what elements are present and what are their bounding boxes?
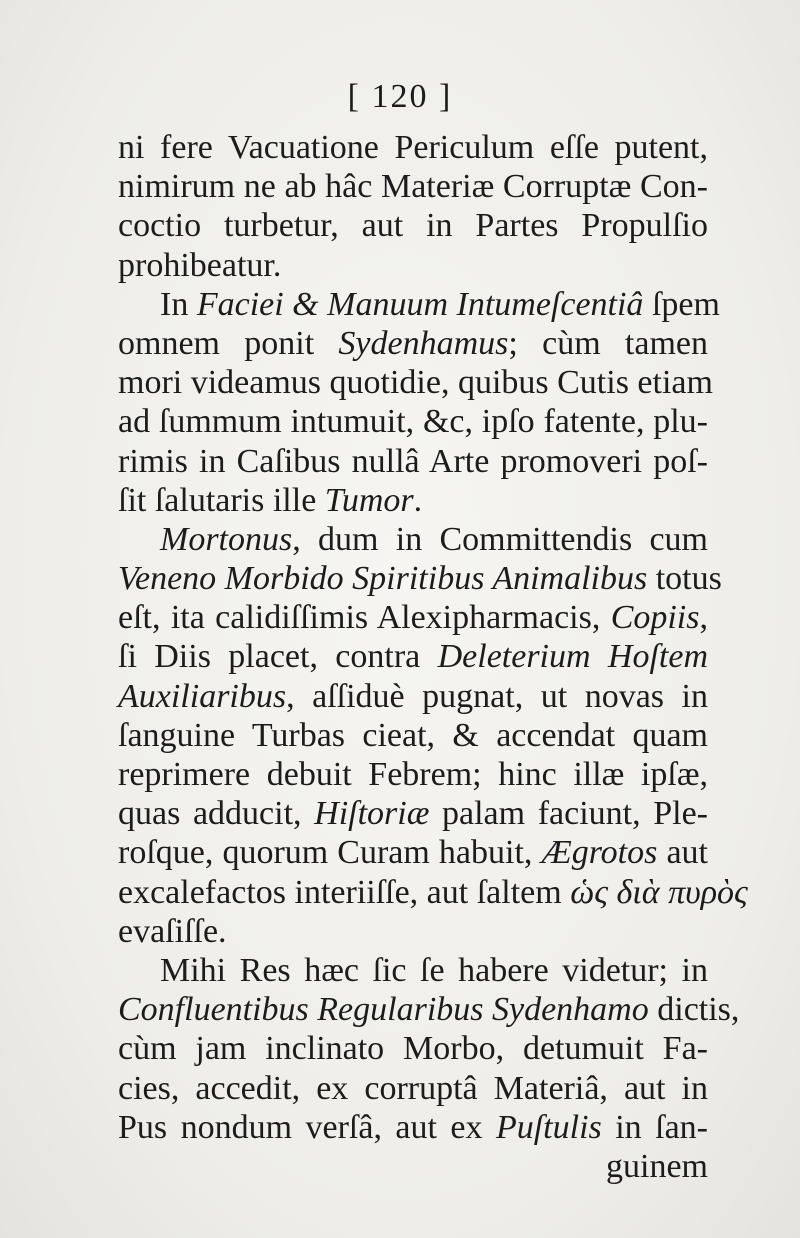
text-segment: nimirum ne ab hâc Materiæ Corruptæ Con- [118, 168, 708, 206]
text-segment: eſt, ita calidiſſimis Alexipharmacis, [118, 599, 611, 637]
text-line [118, 206, 708, 245]
text-line [118, 716, 708, 755]
text-segment: palam faciunt, Ple- [429, 795, 708, 833]
text-line [118, 481, 708, 520]
text-line [118, 755, 708, 794]
text-segment: evaſiſſe. [118, 912, 227, 950]
text-segment: ni fere Vacuatione Periculum eſſe putent, [118, 129, 708, 166]
text-segment: excalefactos interiiſſe, aut ſaltem [118, 873, 571, 911]
italic-segment: Mortonus [160, 520, 293, 558]
text-line [118, 246, 708, 285]
text-segment: ſit ſalutaris ille [118, 481, 325, 519]
text-segment: ſpem [643, 285, 720, 323]
text-segment: guinem [606, 1147, 708, 1185]
text-segment: dictis, [648, 991, 740, 1029]
text-line [118, 285, 720, 324]
text-line [118, 167, 708, 206]
text-segment: Pus nondum verſâ, aut ex [118, 1108, 496, 1146]
text-segment: ſi Diis placet, contra [118, 638, 438, 676]
text-segment: in ſan- [601, 1108, 708, 1146]
page-number: [ 120 ] [347, 78, 453, 115]
text-segment: coctio turbetur, aut in Partes Propulſio [118, 207, 708, 245]
text-segment: ; cùm tamen [508, 324, 708, 362]
text-segment: totus [647, 560, 722, 598]
text-line [118, 912, 708, 951]
text-line [118, 990, 740, 1029]
text-segment: , aſſiduè pugnat, ut novas in [286, 677, 708, 715]
italic-segment: Confluentibus Regularibus Sydenhamo [118, 991, 649, 1029]
italic-segment: Sydenhamus [338, 324, 509, 362]
text-segment: omnem ponit [118, 324, 339, 362]
text-line [118, 794, 708, 833]
italic-segment: Ægrotos [541, 834, 658, 872]
text-line [118, 442, 708, 481]
text-segment: prohibeatur. [118, 246, 282, 284]
text-line [118, 677, 708, 716]
italic-segment: Veneno Morbido Spiritibus Animalibus [118, 560, 648, 598]
text-line [118, 1069, 708, 1108]
italic-segment: ὡς διὰ πυρὸς [570, 873, 748, 911]
text-line [118, 559, 722, 598]
italic-segment: Puſtulis [495, 1108, 602, 1146]
text-line [118, 873, 748, 912]
italic-segment: Hiſtoriæ [314, 795, 430, 833]
text-segment: quas adducit, [118, 795, 315, 833]
text-segment: ad ſummum intumuit, &c, ipſo fatente, plu- [118, 403, 708, 441]
text-line [118, 833, 708, 872]
text-line [118, 1029, 708, 1068]
text-line [118, 402, 708, 441]
text-line [118, 1147, 708, 1186]
text-segment: ſanguine Turbas cieat, & accendat quam [118, 716, 708, 754]
text-segment: reprimere debuit Febrem; hinc illæ ipſæ, [118, 756, 708, 793]
text-line [118, 520, 708, 559]
text-segment: aut [657, 834, 708, 872]
body-text [118, 128, 748, 1186]
text-segment: rimis in Caſibus nullâ Arte promoveri poſ- [118, 442, 708, 480]
text-line [118, 363, 713, 402]
italic-segment: Auxiliaribus [118, 677, 287, 715]
text-line [118, 598, 708, 637]
text-line [118, 951, 708, 990]
italic-segment: Copiis [610, 599, 700, 637]
text-segment: mori videamus quotidie, quibus Cutis etiam [118, 364, 713, 402]
italic-segment: Tumor [324, 481, 414, 519]
text-segment: Mihi Res hæc ſic ſe habere videtur; in [160, 951, 708, 989]
text-segment: , [699, 599, 708, 637]
text-segment: In [160, 285, 197, 323]
italic-segment: Deleterium Hoſtem [437, 638, 709, 676]
text-line [118, 1108, 708, 1147]
text-line [118, 128, 708, 167]
text-segment: cùm jam inclinato Morbo, detumuit Fa- [118, 1030, 708, 1068]
text-segment: cies, accedit, ex corruptâ Materiâ, aut in [118, 1069, 708, 1107]
text-line [118, 324, 708, 363]
text-segment: , dum in Committendis cum [292, 520, 708, 558]
text-segment: roſque, quorum Curam habuit, [118, 834, 542, 872]
text-segment: . [413, 481, 423, 519]
italic-segment: Faciei & Manuum Intumeſcentiâ [196, 285, 644, 323]
text-line [118, 637, 708, 676]
